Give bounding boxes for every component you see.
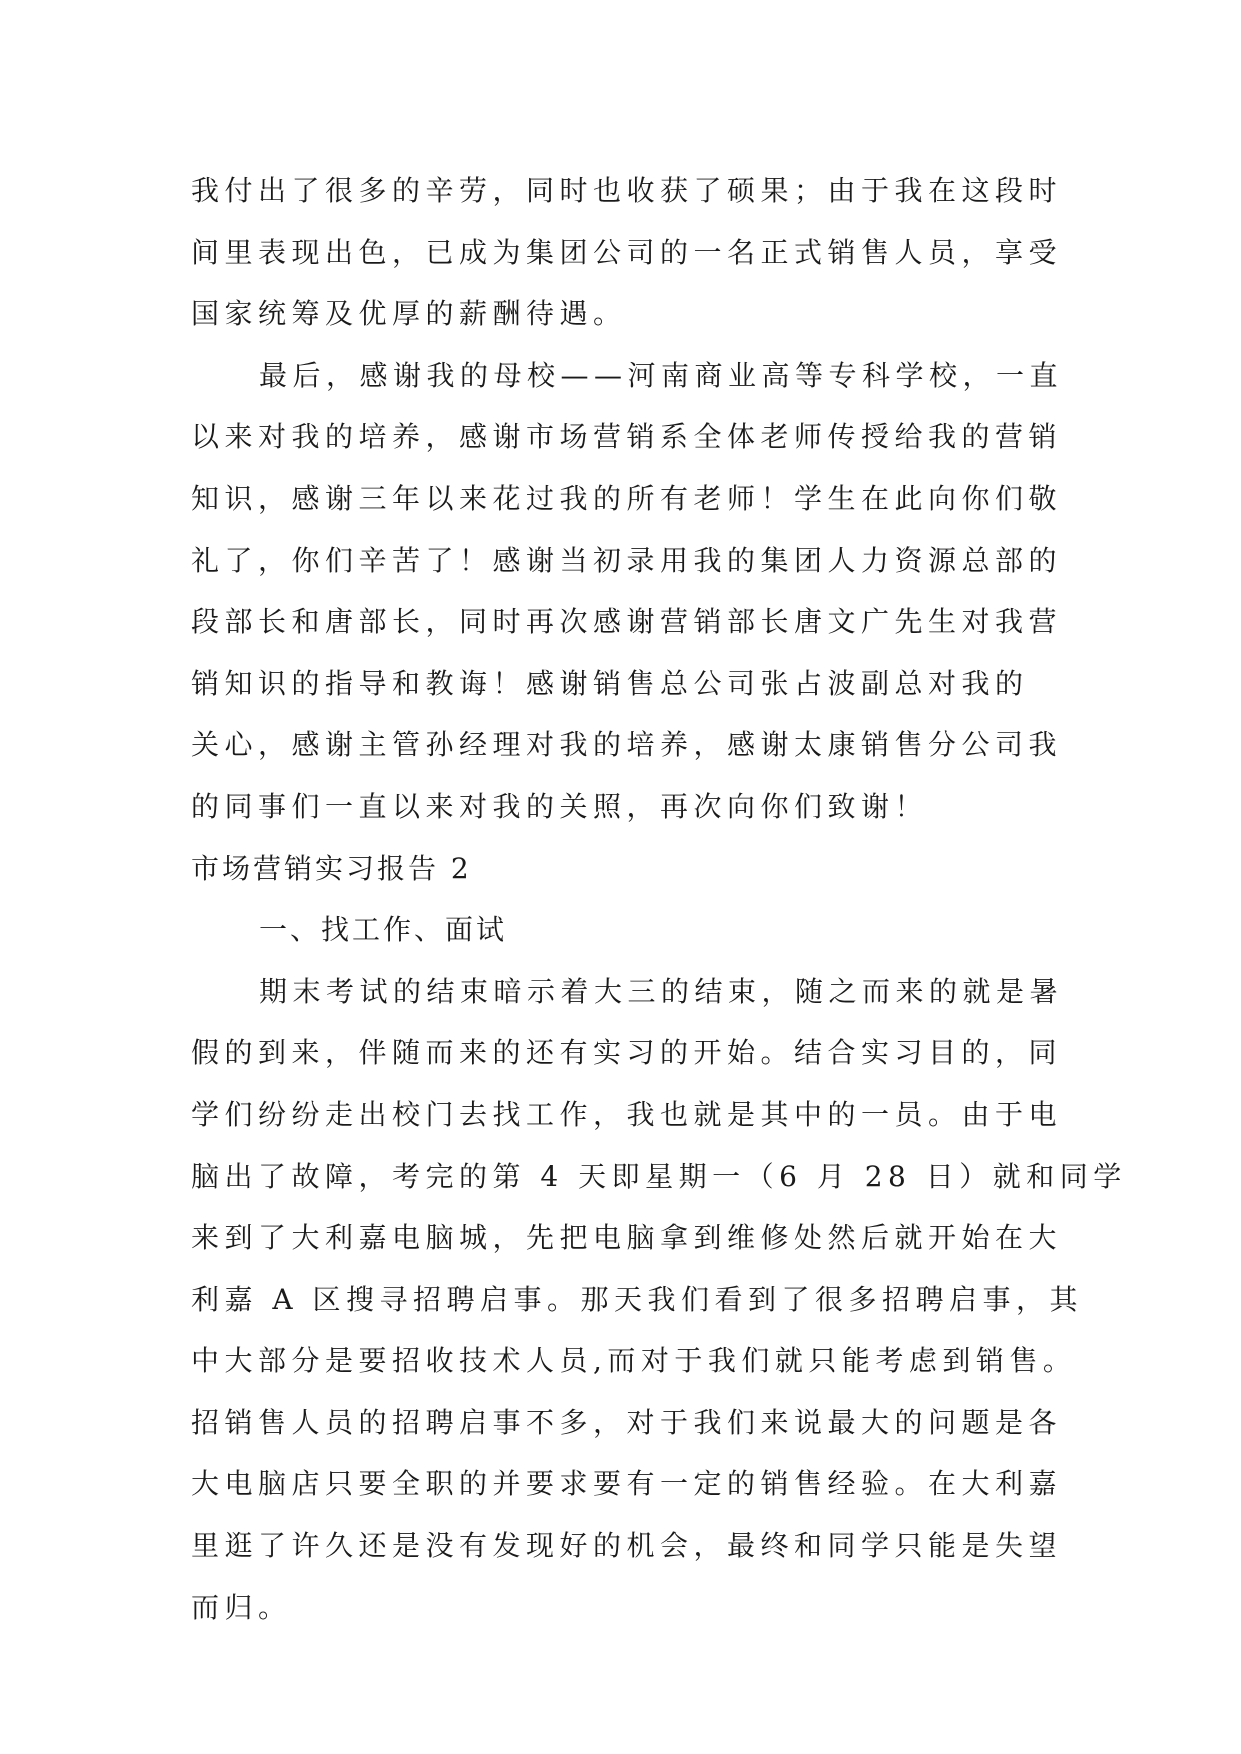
paragraph-line: 大电脑店只要全职的并要求要有一定的销售经验。在大利嘉 xyxy=(191,1467,1063,1501)
section-title: 市场营销实习报告 2 xyxy=(191,851,472,885)
paragraph-line: 我付出了很多的辛劳，同时也收获了硕果；由于我在这段时 xyxy=(191,174,1063,207)
paragraph-line: 的同事们一直以来对我的关照，再次向你们致谢！ xyxy=(191,789,929,823)
paragraph-line: 间里表现出色，已成为集团公司的一名正式销售人员，享受 xyxy=(191,235,1063,269)
paragraph-line: 以来对我的培养，感谢市场营销系全体老师传授给我的营销 xyxy=(191,420,1063,454)
paragraph-line: 关心，感谢主管孙经理对我的培养，感谢太康销售分公司我 xyxy=(191,728,1063,762)
paragraph-line: 利嘉 A 区搜寻招聘启事。那天我们看到了很多招聘启事，其 xyxy=(191,1282,1084,1316)
paragraph-line: 假的到来，伴随而来的还有实习的开始。结合实习目的，同 xyxy=(191,1036,1063,1070)
paragraph-line: 最后，感谢我的母校——河南商业高等专科学校，一直 xyxy=(259,358,1064,392)
paragraph-line: 知识，感谢三年以来花过我的所有老师！学生在此向你们敬 xyxy=(191,481,1063,515)
document-body xyxy=(191,160,1127,1638)
paragraph-line: 国家统筹及优厚的薪酬待遇。 xyxy=(191,297,627,331)
paragraph-line: 段部长和唐部长，同时再次感谢营销部长唐文广先生对我营 xyxy=(191,605,1063,639)
paragraph-line: 招销售人员的招聘启事不多，对于我们来说最大的问题是各 xyxy=(191,1405,1063,1439)
paragraph-line: 期末考试的结束暗示着大三的结束，随之而来的就是暑 xyxy=(259,974,1064,1008)
paragraph-line: 来到了大利嘉电脑城，先把电脑拿到维修处然后就开始在大 xyxy=(191,1221,1063,1255)
paragraph-line: 脑出了故障，考完的第 4 天即星期一（6 月 28 日）就和同学 xyxy=(191,1159,1127,1193)
paragraph-line: 里逛了许久还是没有发现好的机会，最终和同学只能是失望 xyxy=(191,1529,1063,1563)
paragraph-line: 礼了，你们辛苦了！感谢当初录用我的集团人力资源总部的 xyxy=(191,543,1063,577)
subsection-heading: 一、找工作、面试 xyxy=(259,913,508,947)
paragraph-line: 学们纷纷走出校门去找工作，我也就是其中的一员。由于电 xyxy=(191,1097,1063,1131)
paragraph-line: 而归。 xyxy=(191,1590,292,1624)
paragraph-line: 中大部分是要招收技术人员,而对于我们就只能考虑到销售。 xyxy=(191,1344,1077,1378)
paragraph-line: 销知识的指导和教诲！感谢销售总公司张占波副总对我的 xyxy=(191,666,1029,700)
